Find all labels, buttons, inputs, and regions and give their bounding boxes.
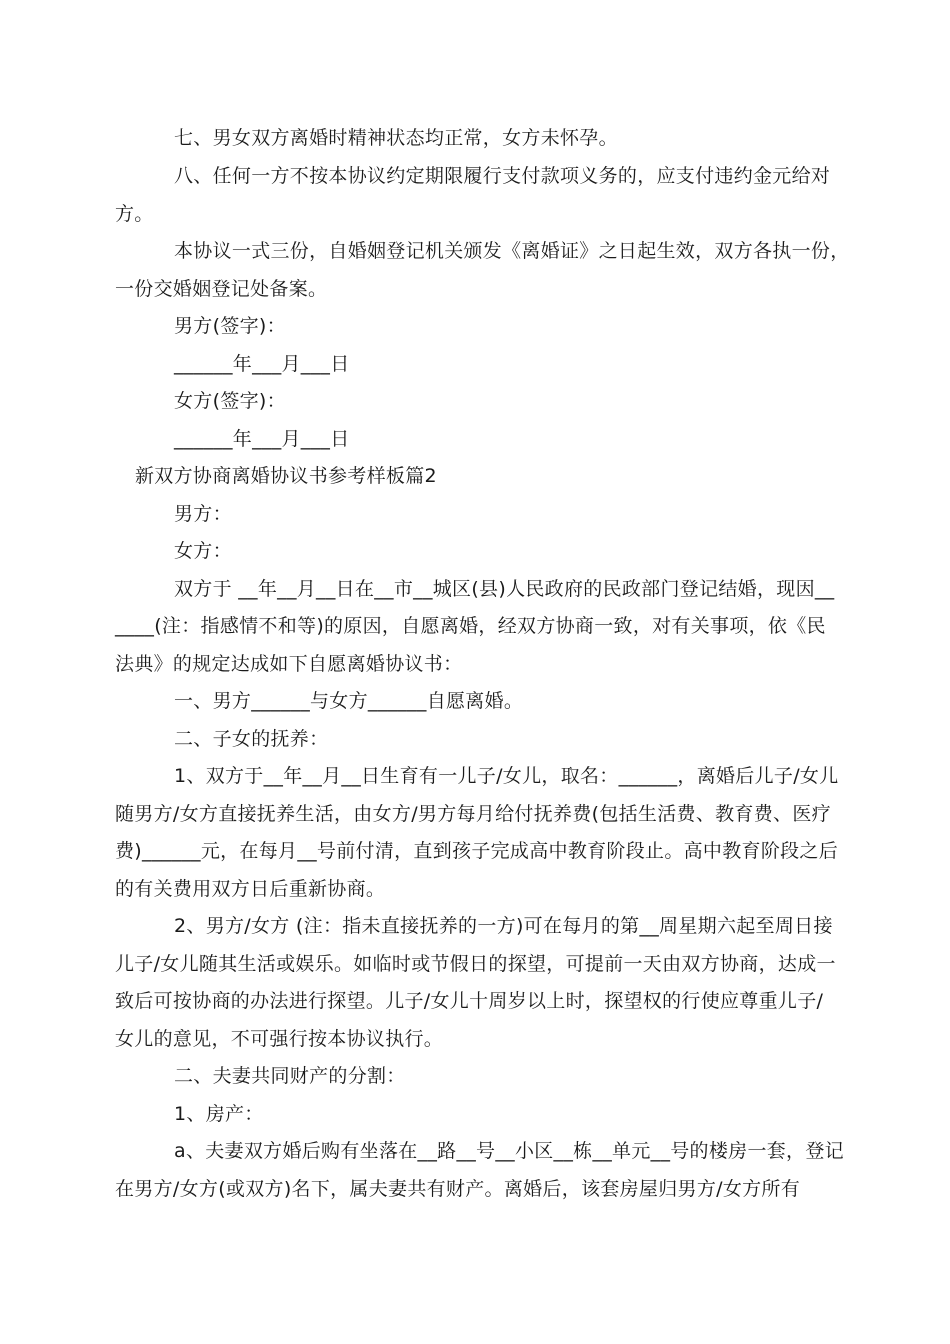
intro-paragraph-line3: 法典》的规定达成如下自愿离婚协议书：	[115, 653, 463, 675]
child-clause2-line1: 2、男方/女方 (注：指未直接抚养的一方)可在每月的第__周星期六起至周日接	[174, 915, 833, 937]
child-clause1-line2: 随男方/女方直接抚养生活，由女方/男方每月给付抚养费(包括生活费、教育费、医疗	[115, 803, 831, 825]
intro-paragraph-line1: 双方于 __年__月__日在__市__城区(县)人民政府的民政部门登记结婚，现因__	[174, 578, 835, 600]
child-clause1-line4: 的有关费用双方日后重新协商。	[115, 878, 386, 900]
female-party-label: 女方：	[174, 540, 232, 562]
article-one: 一、男方______与女方______自愿离婚。	[174, 690, 524, 712]
male-signature-date: ______年___月___日	[174, 353, 350, 375]
copies-clause-cont: 一份交婚姻登记处备案。	[115, 278, 328, 300]
clause-eight: 八、任何一方不按本协议约定期限履行支付款项义务的，应支付违约金元给对	[174, 165, 831, 187]
child-clause2-line4: 女儿的意见，不可强行按本协议执行。	[115, 1028, 444, 1050]
property-heading: 二、夫妻共同财产的分割：	[174, 1065, 406, 1087]
male-signature-label: 男方(签字)：	[174, 315, 286, 337]
clause-seven: 七、男女双方离婚时精神状态均正常，女方未怀孕。	[174, 127, 618, 149]
section-title: 新双方协商离婚协议书参考样板篇2	[135, 465, 437, 487]
child-clause2-line3: 致后可按协商的办法进行探望。儿子/女儿十周岁以上时，探望权的行使应尊重儿子/	[115, 990, 824, 1012]
child-clause2-line2: 儿子/女儿随其生活或娱乐。如临时或节假日的探望，可提前一天由双方协商，达成一	[115, 953, 836, 975]
real-estate-clause-line2: 在男方/女方(或双方)名下，属夫妻共有财产。离婚后，该套房屋归男方/女方所有	[115, 1178, 801, 1200]
female-signature-date: ______年___月___日	[174, 428, 350, 450]
male-party-label: 男方：	[174, 503, 232, 525]
real-estate-heading: 1、房产：	[174, 1103, 264, 1125]
child-clause1-line3: 费)______元，在每月__号前付清，直到孩子完成高中教育阶段止。高中教育阶段之后	[115, 840, 839, 862]
article-two-heading: 二、子女的抚养：	[174, 728, 329, 750]
real-estate-clause-line1: a、夫妻双方婚后购有坐落在__路__号__小区__栋__单元__号的楼房一套，登记	[174, 1140, 844, 1162]
child-clause1-line1: 1、双方于__年__月__日生育有一儿子/女儿，取名：______，离婚后儿子/女儿	[174, 765, 839, 787]
intro-paragraph-line2: ____(注：指感情不和等)的原因，自愿离婚，经双方协商一致，对有关事项，依《民	[115, 615, 826, 637]
clause-eight-cont: 方。	[115, 203, 154, 225]
female-signature-label: 女方(签字)：	[174, 390, 286, 412]
copies-clause: 本协议一式三份，自婚姻登记机关颁发《离婚证》之日起生效，双方各执一份，	[174, 240, 850, 262]
